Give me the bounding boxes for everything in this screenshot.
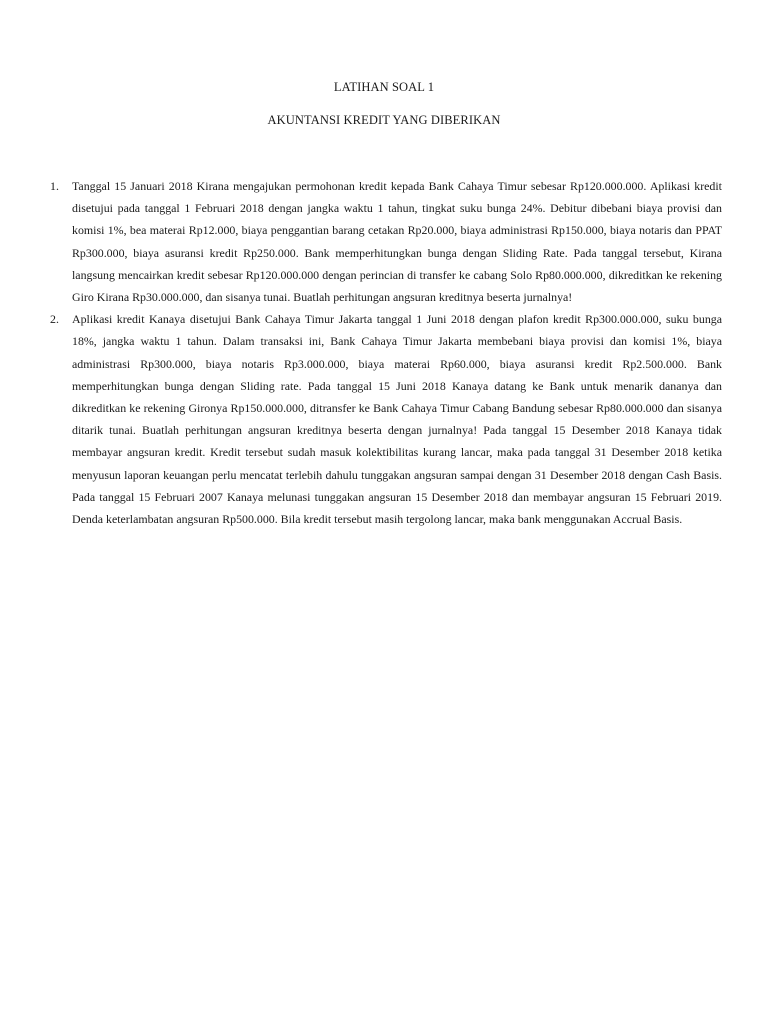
- question-item: [50, 175, 722, 308]
- question-number: 2.: [50, 312, 59, 327]
- question-list: [50, 175, 722, 530]
- page-subtitle: AKUNTANSI KREDIT YANG DIBERIKAN: [267, 113, 501, 127]
- question-text: Tanggal 15 Januari 2018 Kirana mengajukan permohonan kredit kepada Bank Cahaya Timur sebesar Rp120.000.000. Aplikasi kredit disetujui pada tanggal 1 Februari 2018 dengan jangka waktu 1 tahun, tingkat suku bunga 24%. Debitur dibebani biaya provisi dan komisi 1%, bea materai Rp12.000, biaya penggantian barang cetakan Rp20.000, biaya administrasi Rp150.000, biaya notaris dan PPAT Rp300.000, biaya asuransi kredit Rp250.000. Bank memperhitungkan bunga dengan Sliding Rate. Pada tanggal tersebut, Kirana langsung mencairkan kredit sebesar Rp120.000.000 dengan perincian di transfer ke cabang Solo Rp80.000.000, dikreditkan ke rekening Giro Kirana Rp30.000.000, dan sisanya tunai. Buatlah perhitungan angsuran kreditnya beserta jurnalnya!: [72, 179, 722, 305]
- question-item: [50, 308, 722, 530]
- question-number: 1.: [50, 179, 59, 193]
- page-title: LATIHAN SOAL 1: [333, 80, 435, 94]
- question-text: Aplikasi kredit Kanaya disetujui Bank Cahaya Timur Jakarta tanggal 1 Juni 2018 dengan plafon kredit Rp300.000.000, suku bunga 18%, jangka waktu 1 tahun. Dalam transaksi ini, Bank Cahaya Timur Jakarta membebani biaya provisi dan komisi 1%, biaya administrasi Rp300.000, biaya notaris Rp3.000.000, biaya materai Rp60.000, biaya asuransi kredit Rp2.500.000. Bank memperhitungkan bunga dengan Sliding rate. Pada tanggal 15 Juni 2018 Kanaya datang ke Bank untuk menarik dananya dan dikreditkan ke rekening Gironya Rp150.000.000, ditransfer ke Bank Cahaya Timur Cabang Bandung sebesar Rp80.000.000 dan sisanya ditarik tunai. Buatlah perhitungan angsuran kreditnya beserta dengan jurnalnya! Pada tanggal 15 Desember 2018 Kanaya tidak membayar angsuran kredit. Kredit tersebut sudah masuk kolektibilitas kurang lancar, maka pada tanggal 31 Desember 2018 ketika menyusun laporan keuangan perlu mencatat terlebih dahulu tunggakan angsuran sampai dengan 31 Desember 2018 dengan Cash Basis. Pada tanggal 15 Februari 2007 Kanaya melunasi tunggakan angsuran 15 Desember 2018 dan membayar angsuran 15 Februari 2019. Denda keterlambatan angsuran Rp500.000. Bila kredit tersebut masih tergolong lancar, maka bank menggunakan Accrual Basis.: [72, 312, 722, 527]
